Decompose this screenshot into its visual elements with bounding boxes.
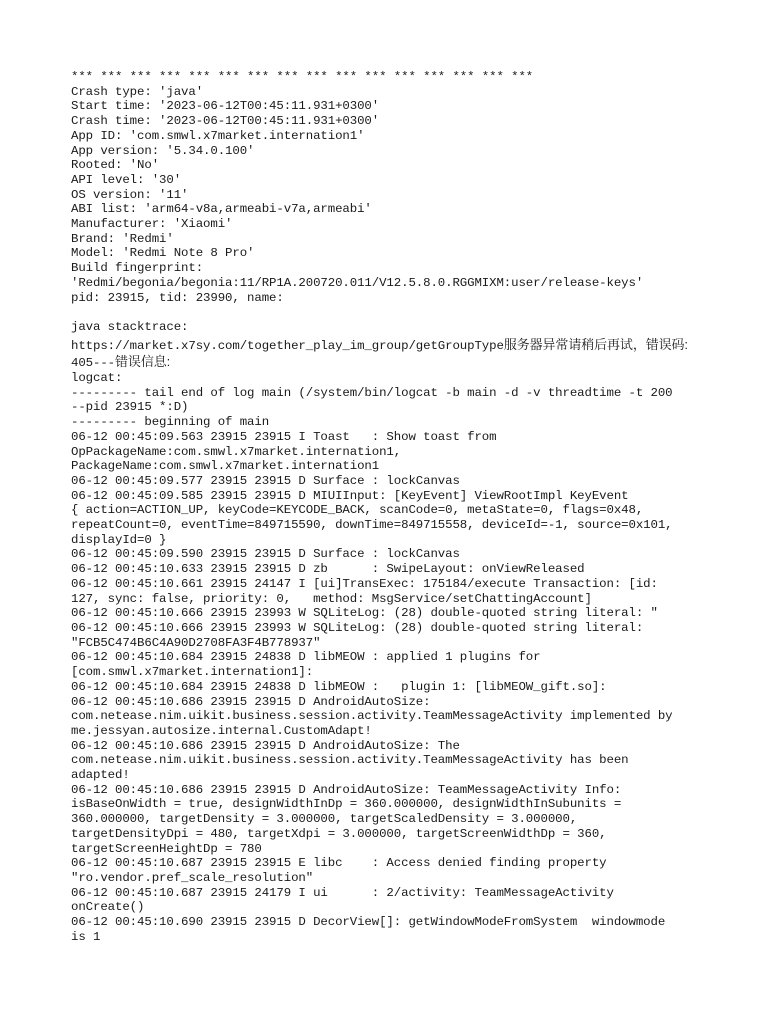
log-line: [com.smwl.x7market.internation1]: <box>71 665 314 680</box>
crash-report-document <box>71 70 751 944</box>
log-line: com.netease.nim.uikit.business.session.activity.TeamMessageActivity has been <box>71 753 629 768</box>
stacktrace-error-line-2 <box>71 355 751 371</box>
stacktrace-error-info-cn: 错误信息: <box>115 354 171 370</box>
crash-type: Crash type: 'java' <box>71 84 204 99</box>
build-fingerprint-label: Build fingerprint: <box>71 261 204 276</box>
abi-list: ABI list: 'arm64-v8a,armeabi-v7a,armeabi' <box>71 202 372 217</box>
model: Model: 'Redmi Note 8 Pro' <box>71 246 255 261</box>
log-line: adapted! <box>71 768 130 783</box>
log-line: repeatCount=0, eventTime=849715590, downTime=849715558, deviceId=-1, source=0x101, <box>71 518 673 533</box>
log-line: 06-12 00:45:10.666 23915 23993 W SQLiteLog: (28) double-quoted string literal: <box>71 621 644 635</box>
build-fingerprint-value: 'Redmi/begonia/begonia:11/RP1A.200720.011/V12.5.8.0.RGGMIXM:user/release-keys' <box>71 275 644 290</box>
log-line: 06-12 00:45:10.661 23915 24147 I [ui]TransExec: 175184/execute Transaction: [id: <box>71 576 658 591</box>
rooted: Rooted: 'No' <box>71 158 160 173</box>
stacktrace-url: https://market.x7sy.com/together_play_im_group/getGroupType <box>71 338 504 353</box>
log-line: 06-12 00:45:09.577 23915 23915 D Surface : lockCanvas <box>71 473 460 488</box>
log-line: { action=ACTION_UP, keyCode=KEYCODE_BACK, scanCode=0, metaState=0, flags=0x48, <box>71 503 644 518</box>
log-line: targetDensityDpi = 480, targetXdpi = 3.000000, targetScreenWidthDp = 360, <box>71 826 607 841</box>
log-line: 127, sync: false, priority: 0, method: MsgService/setChattingAccount] <box>71 591 592 606</box>
log-line: 06-12 00:45:10.633 23915 23915 D zb : SwipeLayout: onViewReleased <box>71 562 585 577</box>
log-line: 06-12 00:45:10.684 23915 24838 D libMEOW : plugin 1: [libMEOW_gift.so]: <box>71 679 607 694</box>
log-line: 06-12 00:45:10.687 23915 24179 I ui : 2/activity: TeamMessageActivity <box>71 885 614 900</box>
os-version: OS version: '11' <box>71 187 189 202</box>
log-line: 06-12 00:45:09.563 23915 23915 I Toast : Show toast from <box>71 429 497 444</box>
log-line: 06-12 00:45:10.686 23915 23915 D AndroidAutoSize: <box>71 694 431 709</box>
log-line: 360.000000, targetDensity = 3.000000, targetScaledDensity = 3.000000, <box>71 812 578 827</box>
api-level: API level: '30' <box>71 172 182 187</box>
stacktrace-error-cn: 服务器异常请稍后再试，错误码: <box>503 336 688 352</box>
log-line: --------- tail end of log main (/system/bin/logcat -b main -d -v threadtime -t 200 <box>71 385 673 400</box>
log-line: 06-12 00:45:10.690 23915 23915 D DecorView[]: getWindowModeFromSystem windowmode <box>71 915 666 930</box>
log-line: --------- beginning of main <box>71 415 270 430</box>
log-line: --pid 23915 *:D) <box>71 400 189 415</box>
log-line: 06-12 00:45:10.687 23915 23915 E libc : Access denied finding property <box>71 856 607 871</box>
app-version: App version: '5.34.0.100' <box>71 143 255 158</box>
log-line: 06-12 00:45:10.686 23915 23915 D AndroidAutoSize: TeamMessageActivity Info: <box>71 782 622 797</box>
crash-time: Crash time: '2023-06-12T00:45:11.931+0300' <box>71 114 380 129</box>
start-time: Start time: '2023-06-12T00:45:11.931+0300' <box>71 99 380 114</box>
app-id: App ID: 'com.smwl.x7market.internation1' <box>71 128 365 143</box>
log-line: targetScreenHeightDp = 780 <box>71 841 262 856</box>
log-line: "FCB5C474B6C4A90D2708FA3F4B778937" <box>71 635 321 650</box>
log-line: me.jessyan.autosize.internal.CustomAdapt! <box>71 723 372 738</box>
log-line: onCreate() <box>71 900 145 915</box>
log-line: "ro.vendor.pref_scale_resolution" <box>71 870 314 885</box>
log-line: is 1 <box>71 929 101 944</box>
log-line: 06-12 00:45:10.686 23915 23915 D AndroidAutoSize: The <box>71 738 460 753</box>
brand: Brand: 'Redmi' <box>71 231 174 246</box>
pid-line: pid: 23915, tid: 23990, name: <box>71 290 284 305</box>
log-line: 06-12 00:45:09.585 23915 23915 D MIUIInput: [KeyEvent] ViewRootImpl KeyEvent <box>71 488 629 503</box>
blank-line <box>71 305 751 320</box>
manufacturer: Manufacturer: 'Xiaomi' <box>71 217 233 232</box>
log-line: OpPackageName:com.smwl.x7market.internation1, <box>71 444 402 459</box>
log-line: 06-12 00:45:10.684 23915 24838 D libMEOW : applied 1 plugins for <box>71 650 541 665</box>
stacktrace-error-line <box>71 338 751 354</box>
stacktrace-label: java stacktrace: <box>71 319 189 334</box>
separator-line: *** *** *** *** *** *** *** *** *** *** *** *** *** *** *** *** <box>71 70 534 84</box>
logcat-label: logcat: <box>71 371 123 386</box>
log-line: com.netease.nim.uikit.business.session.activity.TeamMessageActivity implemented by <box>71 709 673 724</box>
stacktrace-error-code: 405--- <box>71 356 116 371</box>
logcat-lines <box>71 386 751 945</box>
log-line: 06-12 00:45:09.590 23915 23915 D Surface : lockCanvas <box>71 547 460 562</box>
log-line: PackageName:com.smwl.x7market.internation1 <box>71 459 380 474</box>
log-line: 06-12 00:45:10.666 23915 23993 W SQLiteLog: (28) double-quoted string literal: " <box>71 606 658 621</box>
log-line: displayId=0 } <box>71 532 167 547</box>
log-line: isBaseOnWidth = true, designWidthInDp = 360.000000, designWidthInSubunits = <box>71 797 622 812</box>
